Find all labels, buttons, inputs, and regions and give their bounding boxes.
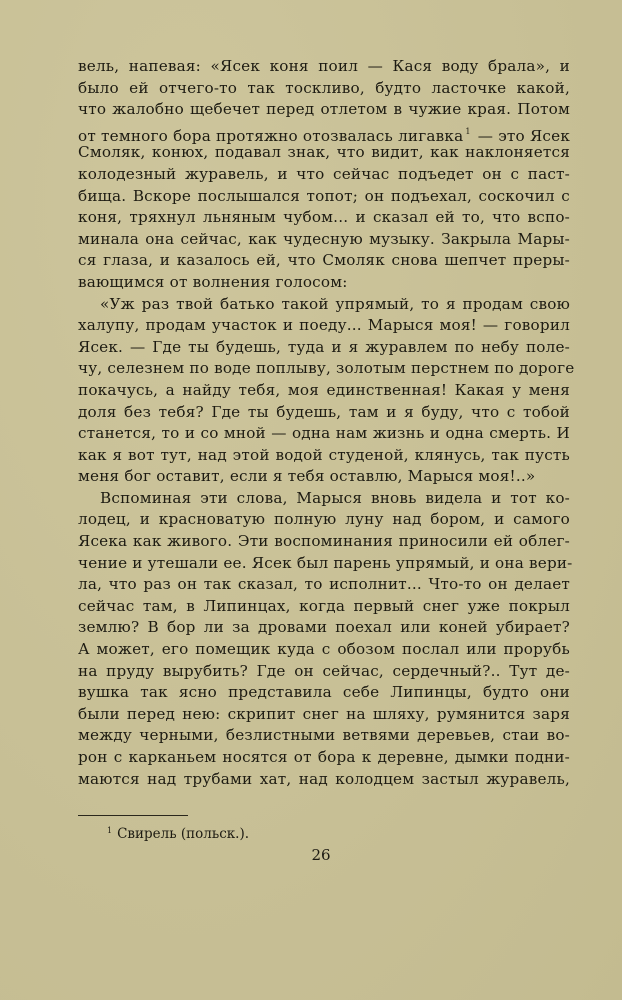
- paragraph-start-line: Вспоминая эти слова, Марыся вновь видела и тот ко-: [100, 488, 570, 507]
- text-fragment: от темного бора протяжно отозвалась лигавка: [78, 126, 464, 145]
- text-line: халупу, продам участок и поеду... Марыся моя! — говорил: [78, 316, 570, 335]
- text-line: маются над трубами хат, над колодцем застыл журавель,: [78, 769, 570, 788]
- text-line: Ясека как живого. Эти воспоминания приносили ей облег-: [78, 532, 570, 551]
- text-line: бища. Вскоре послышался топот; он подъехал, соскочил с: [78, 186, 570, 205]
- footnote-reference[interactable]: 1: [465, 126, 471, 136]
- text-line: были перед нею: скрипит снег на шляху, румянится заря: [78, 704, 570, 723]
- text-line: как я вот тут, над этой водой студеной, клянусь, так пусть: [78, 445, 570, 464]
- text-line: Ясек. — Где ты будешь, туда и я журавлем по небу поле-: [78, 337, 570, 356]
- page-body: [78, 56, 575, 790]
- text-line: коня, тряхнул льняным чубом... и сказал ей то, что вспо-: [78, 208, 570, 227]
- paragraph-start-line: «Уж раз твой батько такой упрямый, то я продам свою: [100, 294, 570, 313]
- text-line: чу, селезнем по воде поплыву, золотым перстнем по дороге: [78, 359, 575, 378]
- footnote-divider: [78, 815, 188, 816]
- page-number: 26: [311, 846, 331, 864]
- text-line: чение и утешали ее. Ясек был парень упрямый, и она вери-: [78, 553, 573, 572]
- text-line: покачусь, а найду тебя, моя единственная! Какая у меня: [78, 380, 570, 399]
- footnote-text: Свирель (польск.).: [117, 826, 250, 842]
- text-line: меня бог оставит, если я тебя оставлю, Марыся моя!..»: [78, 467, 536, 486]
- text-line: на пруду вырубить? Где он сейчас, сердечный?.. Тут де-: [78, 661, 570, 680]
- footnote: [107, 822, 249, 843]
- text-line: рон с карканьем носятся от бора к деревне, дымки подни-: [78, 748, 570, 766]
- text-fragment: — это Ясек: [477, 126, 571, 145]
- text-line: станется, то и со мной — одна нам жизнь и одна смерть. И: [78, 424, 570, 443]
- text-line: между черными, безлистными ветвями деревьев, стаи во-: [78, 726, 570, 745]
- text-line: землю? В бор ли за дровами поехал или коней убирает?: [78, 618, 570, 637]
- text-line: ла, что раз он так сказал, то исполнит... Что-то он делает: [78, 575, 570, 594]
- text-line: вель, напевая: «Ясек коня поил — Кася воду брала», и: [78, 57, 570, 75]
- text-line: А может, его помещик куда с обозом послал или прорубь: [78, 640, 570, 659]
- footnote-marker: 1: [107, 826, 113, 835]
- text-line: вушка так ясно представила себе Липинцы, будто они: [78, 683, 570, 702]
- text-line: сейчас там, в Липинцах, когда первый снег уже покрыл: [78, 596, 570, 615]
- text-line: было ей отчего-то так тоскливо, будто ласточке какой,: [78, 78, 570, 97]
- text-line: что жалобно щебечет перед отлетом в чужие края. Потом: [78, 100, 570, 119]
- text-line: вающимся от волнения голосом:: [78, 272, 348, 291]
- text-line-with-footnote-ref: [78, 121, 570, 143]
- text-line: ся глаза, и казалось ей, что Смоляк снова шепчет преры-: [78, 251, 570, 270]
- text-line: доля без тебя? Где ты будешь, там и я буду, что с тобой: [78, 402, 570, 421]
- text-line: минала она сейчас, как чудесную музыку. Закрыла Мары-: [78, 229, 570, 248]
- text-line: лодец, и красноватую полную луну над бором, и самого: [78, 510, 570, 529]
- text-line: Смоляк, конюх, подавал знак, что видит, как наклоняется: [78, 143, 570, 162]
- text-line: колодезный журавель, и что сейчас подъедет он с паст-: [78, 164, 570, 183]
